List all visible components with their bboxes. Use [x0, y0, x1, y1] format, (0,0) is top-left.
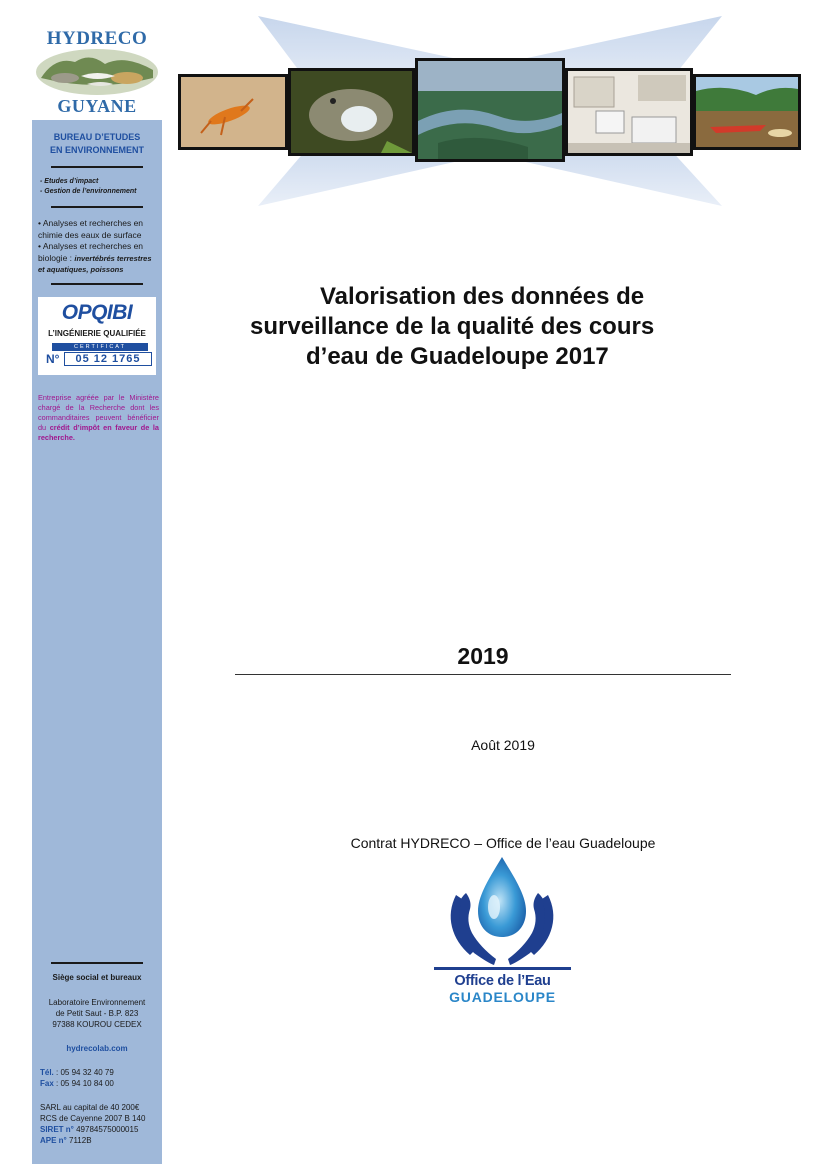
logo-top-text: HYDRECO	[46, 28, 148, 49]
title-line: Valorisation des données de	[320, 283, 645, 310]
analyses-list	[38, 218, 160, 276]
water-drop-hands-icon	[430, 855, 575, 973]
river-aerial-icon	[418, 61, 562, 159]
cert-name: OPQIBI	[61, 301, 133, 324]
cert-subtitle: L’INGÉNIERIE QUALIFIÉE	[48, 329, 146, 338]
cert-bar: CERTIFICAT	[52, 343, 148, 351]
title-line: surveillance de la qualité des cours	[250, 313, 655, 340]
hydreco-logo	[32, 0, 162, 120]
address-line: Laboratoire Environnement	[48, 998, 146, 1007]
fax-value: : 05 94 10 84 00	[53, 1079, 114, 1088]
tel-label: Tél.	[40, 1068, 54, 1077]
ape-line	[40, 1135, 162, 1146]
heading-line-1: BUREAU D’ETUDES	[53, 132, 141, 142]
fax-line	[40, 1078, 162, 1089]
address-line: de Petit Saut - B.P. 823	[55, 1009, 139, 1018]
footer-title: Siège social et bureaux	[52, 973, 142, 982]
contract-line: Contrat HYDRECO – Office de l’eau Guadeloupe	[350, 835, 656, 851]
siret-line	[40, 1124, 162, 1135]
year-divider	[235, 674, 731, 675]
fax-label: Fax	[40, 1079, 54, 1088]
report-title	[230, 282, 730, 372]
cert-number-block	[46, 352, 152, 366]
photo-laboratory	[565, 68, 693, 156]
address-line: 97388 KOUROU CEDEX	[52, 1020, 142, 1029]
address	[32, 997, 162, 1030]
report-year: 2019	[457, 643, 509, 669]
services-list	[40, 177, 158, 197]
office-eau-line2: GUADELOUPE	[449, 989, 556, 1005]
service-item: - Gestion de l’environnement	[40, 188, 137, 195]
title-line: d’eau de Guadeloupe 2017	[306, 343, 609, 370]
photo-insect	[178, 74, 288, 150]
tel-value: : 05 94 32 40 79	[53, 1068, 114, 1077]
fish-icon	[291, 71, 412, 153]
laboratory-icon	[568, 71, 690, 153]
ape-label: APE n°	[40, 1136, 67, 1145]
credit-text: Entreprise agréée par le Ministère chargé de la Recherche dont les commanditaires peuvent bénéficier du	[38, 393, 159, 432]
canoe-icon	[696, 77, 798, 147]
ape-value: 7112B	[66, 1136, 92, 1145]
website-link[interactable]: hydrecolab.com	[66, 1044, 128, 1053]
cert-number: 05 12 1765	[64, 352, 152, 366]
opqibi-certificate	[38, 297, 156, 375]
logo-bottom-text: GUYANE	[57, 96, 137, 116]
insect-icon	[181, 77, 285, 147]
photo-banner	[178, 14, 802, 210]
sidebar-heading	[32, 131, 162, 157]
analyses-item	[38, 241, 160, 276]
divider	[51, 283, 143, 285]
credit-bold: crédit d’impôt en faveur de la recherche.	[38, 423, 159, 442]
analyses-emphasis: invertébrés terrestres et aquatiques, poissons	[38, 253, 152, 274]
photo-canoe	[693, 74, 801, 150]
divider	[51, 962, 143, 964]
heading-line-2: EN ENVIRONNEMENT	[49, 145, 144, 155]
rcs-line: RCS de Cayenne 2007 B 140	[40, 1114, 146, 1123]
siret-label: SIRET n°	[40, 1125, 74, 1134]
photo-river-aerial	[415, 58, 565, 162]
cert-no-label: N°	[46, 352, 60, 366]
phone-fax	[40, 1067, 162, 1089]
siret-value: 49784575000015	[73, 1125, 139, 1134]
office-eau-line1: Office de l’Eau	[454, 973, 551, 989]
analyses-prefix: • Analyses et recherches en biologie :	[38, 241, 144, 263]
report-date: Août 2019	[471, 737, 535, 753]
logo-landscape-icon	[35, 48, 159, 96]
service-item: - Etudes d’impact	[40, 178, 99, 185]
divider	[51, 206, 143, 208]
phone-line	[40, 1067, 162, 1078]
capital-line: SARL au capital de 40 200€	[40, 1103, 140, 1112]
divider	[51, 166, 143, 168]
research-credit-note	[38, 393, 159, 443]
photo-fish	[288, 68, 415, 156]
analyses-item: • Analyses et recherches en chimie des eaux de surface	[38, 218, 144, 240]
company-registration	[40, 1102, 162, 1146]
sidebar	[32, 0, 162, 1164]
office-eau-logo	[430, 855, 575, 1010]
